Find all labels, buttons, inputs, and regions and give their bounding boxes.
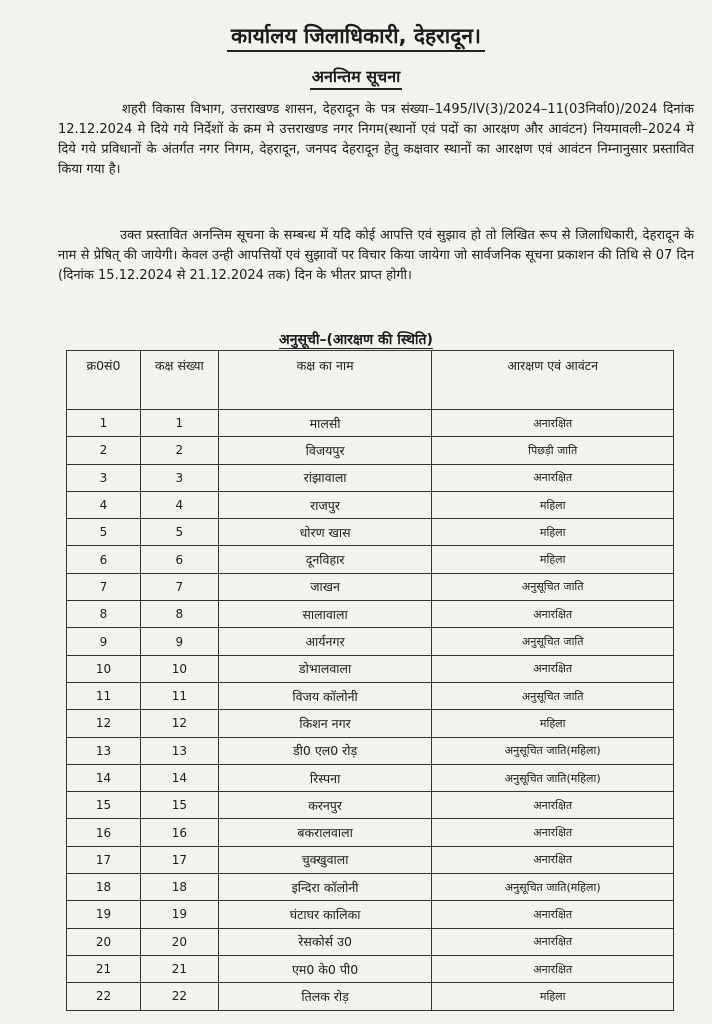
- reservation-cell: अनारक्षित: [432, 955, 674, 982]
- table-row: [67, 737, 674, 764]
- ward-number-cell: 14: [140, 764, 218, 791]
- reservation-cell: अनुसूचित जाति: [432, 682, 674, 709]
- ward-number-cell: 16: [140, 819, 218, 846]
- ward-name-cell: डोभालवाला: [218, 655, 432, 682]
- serial-no-cell: 10: [67, 655, 141, 682]
- table-row: [67, 819, 674, 846]
- reservation-cell: पिछड़ी जाति: [432, 437, 674, 464]
- table-row: [67, 410, 674, 437]
- table-row: [67, 764, 674, 791]
- reservation-cell: अनारक्षित: [432, 464, 674, 491]
- reservation-cell: अनुसूचित जाति: [432, 628, 674, 655]
- reservation-cell: महिला: [432, 546, 674, 573]
- serial-no-cell: 21: [67, 955, 141, 982]
- ward-name-cell: सालावाला: [218, 601, 432, 628]
- ward-name-cell: रेसकोर्स उ0: [218, 928, 432, 955]
- table-row: [67, 628, 674, 655]
- ward-name-cell: दूनविहार: [218, 546, 432, 573]
- ward-name-cell: बकरालवाला: [218, 819, 432, 846]
- reservation-cell: अनारक्षित: [432, 601, 674, 628]
- ward-number-cell: 8: [140, 601, 218, 628]
- ward-number-cell: 9: [140, 628, 218, 655]
- ward-name-cell: रिस्पना: [218, 764, 432, 791]
- reservation-cell: अनारक्षित: [432, 655, 674, 682]
- table-row: [67, 546, 674, 573]
- ward-number-cell: 22: [140, 983, 218, 1010]
- table-row: [67, 464, 674, 491]
- reservation-cell: अनारक्षित: [432, 846, 674, 873]
- table-row: [67, 437, 674, 464]
- serial-no-cell: 11: [67, 682, 141, 709]
- ward-name-cell: जाखन: [218, 573, 432, 600]
- reservation-cell: महिला: [432, 519, 674, 546]
- ward-name-cell: घंटाघर कालिका: [218, 901, 432, 928]
- reservation-cell: महिला: [432, 710, 674, 737]
- table-row: [67, 710, 674, 737]
- reservation-cell: अनुसूचित जाति(महिला): [432, 874, 674, 901]
- schedule-title: अनुसूची–(आरक्षण की स्थिति): [279, 332, 433, 348]
- ward-name-cell: मालसी: [218, 410, 432, 437]
- header-reservation: आरक्षण एवं आवंटन: [432, 351, 674, 410]
- ward-name-cell: चुक्खुवाला: [218, 846, 432, 873]
- serial-no-cell: 9: [67, 628, 141, 655]
- office-title: कार्यालय जिलाधिकारी, देहरादून।: [0, 22, 712, 50]
- ward-number-cell: 5: [140, 519, 218, 546]
- ward-name-cell: डी0 एल0 रोड़: [218, 737, 432, 764]
- table-row: [67, 573, 674, 600]
- ward-number-cell: 4: [140, 491, 218, 518]
- ward-name-cell: इन्दिरा कॉलोनी: [218, 874, 432, 901]
- table-row: [67, 928, 674, 955]
- serial-no-cell: 3: [67, 464, 141, 491]
- notice-paragraph-2: उक्त प्रस्तावित अनन्तिम सूचना के सम्बन्ध में यदि कोई आपत्ति एवं सुझाव हो तो लिखित रूप से जिलाधिकारी, देहरादून के नाम से प्रेषित् की जायेगी। केवल उन्ही आपत्तियों एवं सुझावों पर विचार किया जायेगा जो सार्वजनिक सूचना प्रकाशन की तिथि से 07 दिन (दिनांक 15.12.2024 से 21.12.2024 तक) दिन के भीतर प्राप्त होगी।: [58, 228, 694, 283]
- ward-name-cell: एम0 के0 पी0: [218, 955, 432, 982]
- ward-name-cell: रांझावाला: [218, 464, 432, 491]
- reservation-cell: महिला: [432, 491, 674, 518]
- ward-number-cell: 12: [140, 710, 218, 737]
- serial-no-cell: 14: [67, 764, 141, 791]
- reservation-cell: अनुसूचित जाति(महिला): [432, 764, 674, 791]
- table-row: [67, 874, 674, 901]
- ward-name-cell: आर्यनगर: [218, 628, 432, 655]
- ward-number-cell: 2: [140, 437, 218, 464]
- reservation-cell: अनुसूचित जाति: [432, 573, 674, 600]
- serial-no-cell: 5: [67, 519, 141, 546]
- serial-no-cell: 22: [67, 983, 141, 1010]
- reservation-cell: महिला: [432, 983, 674, 1010]
- ward-number-cell: 10: [140, 655, 218, 682]
- reservation-cell: अनारक्षित: [432, 901, 674, 928]
- table-header-row: [67, 351, 674, 410]
- ward-name-cell: धोरण खास: [218, 519, 432, 546]
- serial-no-cell: 2: [67, 437, 141, 464]
- table-row: [67, 519, 674, 546]
- header-ward-name: कक्ष का नाम: [218, 351, 432, 410]
- ward-name-cell: किशन नगर: [218, 710, 432, 737]
- serial-no-cell: 7: [67, 573, 141, 600]
- ward-number-cell: 15: [140, 792, 218, 819]
- notice-title: अनन्तिम सूचना: [0, 65, 712, 87]
- reservation-cell: अनारक्षित: [432, 928, 674, 955]
- table-row: [67, 601, 674, 628]
- ward-number-cell: 7: [140, 573, 218, 600]
- table-row: [67, 491, 674, 518]
- ward-number-cell: 13: [140, 737, 218, 764]
- ward-number-cell: 6: [140, 546, 218, 573]
- reservation-cell: अनुसूचित जाति(महिला): [432, 737, 674, 764]
- ward-number-cell: 20: [140, 928, 218, 955]
- ward-number-cell: 21: [140, 955, 218, 982]
- ward-name-cell: तिलक रोड़: [218, 983, 432, 1010]
- reservation-cell: अनारक्षित: [432, 792, 674, 819]
- serial-no-cell: 6: [67, 546, 141, 573]
- table-body: [67, 410, 674, 1011]
- table-row: [67, 846, 674, 873]
- header-serial-no: क्र0सं0: [67, 351, 141, 410]
- ward-number-cell: 18: [140, 874, 218, 901]
- reservation-table: [66, 350, 674, 1011]
- table-row: [67, 792, 674, 819]
- serial-no-cell: 12: [67, 710, 141, 737]
- ward-number-cell: 3: [140, 464, 218, 491]
- ward-name-cell: विजय कॉलोनी: [218, 682, 432, 709]
- ward-number-cell: 11: [140, 682, 218, 709]
- serial-no-cell: 1: [67, 410, 141, 437]
- ward-name-cell: विजयपुर: [218, 437, 432, 464]
- serial-no-cell: 18: [67, 874, 141, 901]
- serial-no-cell: 4: [67, 491, 141, 518]
- table-row: [67, 682, 674, 709]
- table-row: [67, 901, 674, 928]
- notice-paragraph-1: शहरी विकास विभाग, उत्तराखण्ड शासन, देहरादून के पत्र संख्या–1495/IV(3)/2024–11(03निर्वा0)/2024 दिनांक 12.12.2024 मे दिये गये निर्देशों के क्रम मे उत्तराखण्ड नगर निगम(स्थानों एवं पदों का आरक्षण और आवंटन) नियमावली–2024 मे दिये गये प्रविधानों के अंतर्गत नगर निगम, देहरादून, जनपद देहरादून हेतु कक्षवार स्थानों का आरक्षण एवं आवंटन निम्नानुसार प्रस्तावित किया गया है।: [58, 102, 694, 177]
- serial-no-cell: 19: [67, 901, 141, 928]
- serial-no-cell: 16: [67, 819, 141, 846]
- ward-name-cell: राजपुर: [218, 491, 432, 518]
- ward-number-cell: 1: [140, 410, 218, 437]
- reservation-cell: अनारक्षित: [432, 410, 674, 437]
- ward-name-cell: करनपुर: [218, 792, 432, 819]
- reservation-cell: अनारक्षित: [432, 819, 674, 846]
- ward-number-cell: 17: [140, 846, 218, 873]
- table-row: [67, 955, 674, 982]
- ward-number-cell: 19: [140, 901, 218, 928]
- serial-no-cell: 8: [67, 601, 141, 628]
- serial-no-cell: 15: [67, 792, 141, 819]
- table-row: [67, 655, 674, 682]
- table-row: [67, 983, 674, 1010]
- serial-no-cell: 20: [67, 928, 141, 955]
- serial-no-cell: 17: [67, 846, 141, 873]
- serial-no-cell: 13: [67, 737, 141, 764]
- header-ward-number: कक्ष संख्या: [140, 351, 218, 410]
